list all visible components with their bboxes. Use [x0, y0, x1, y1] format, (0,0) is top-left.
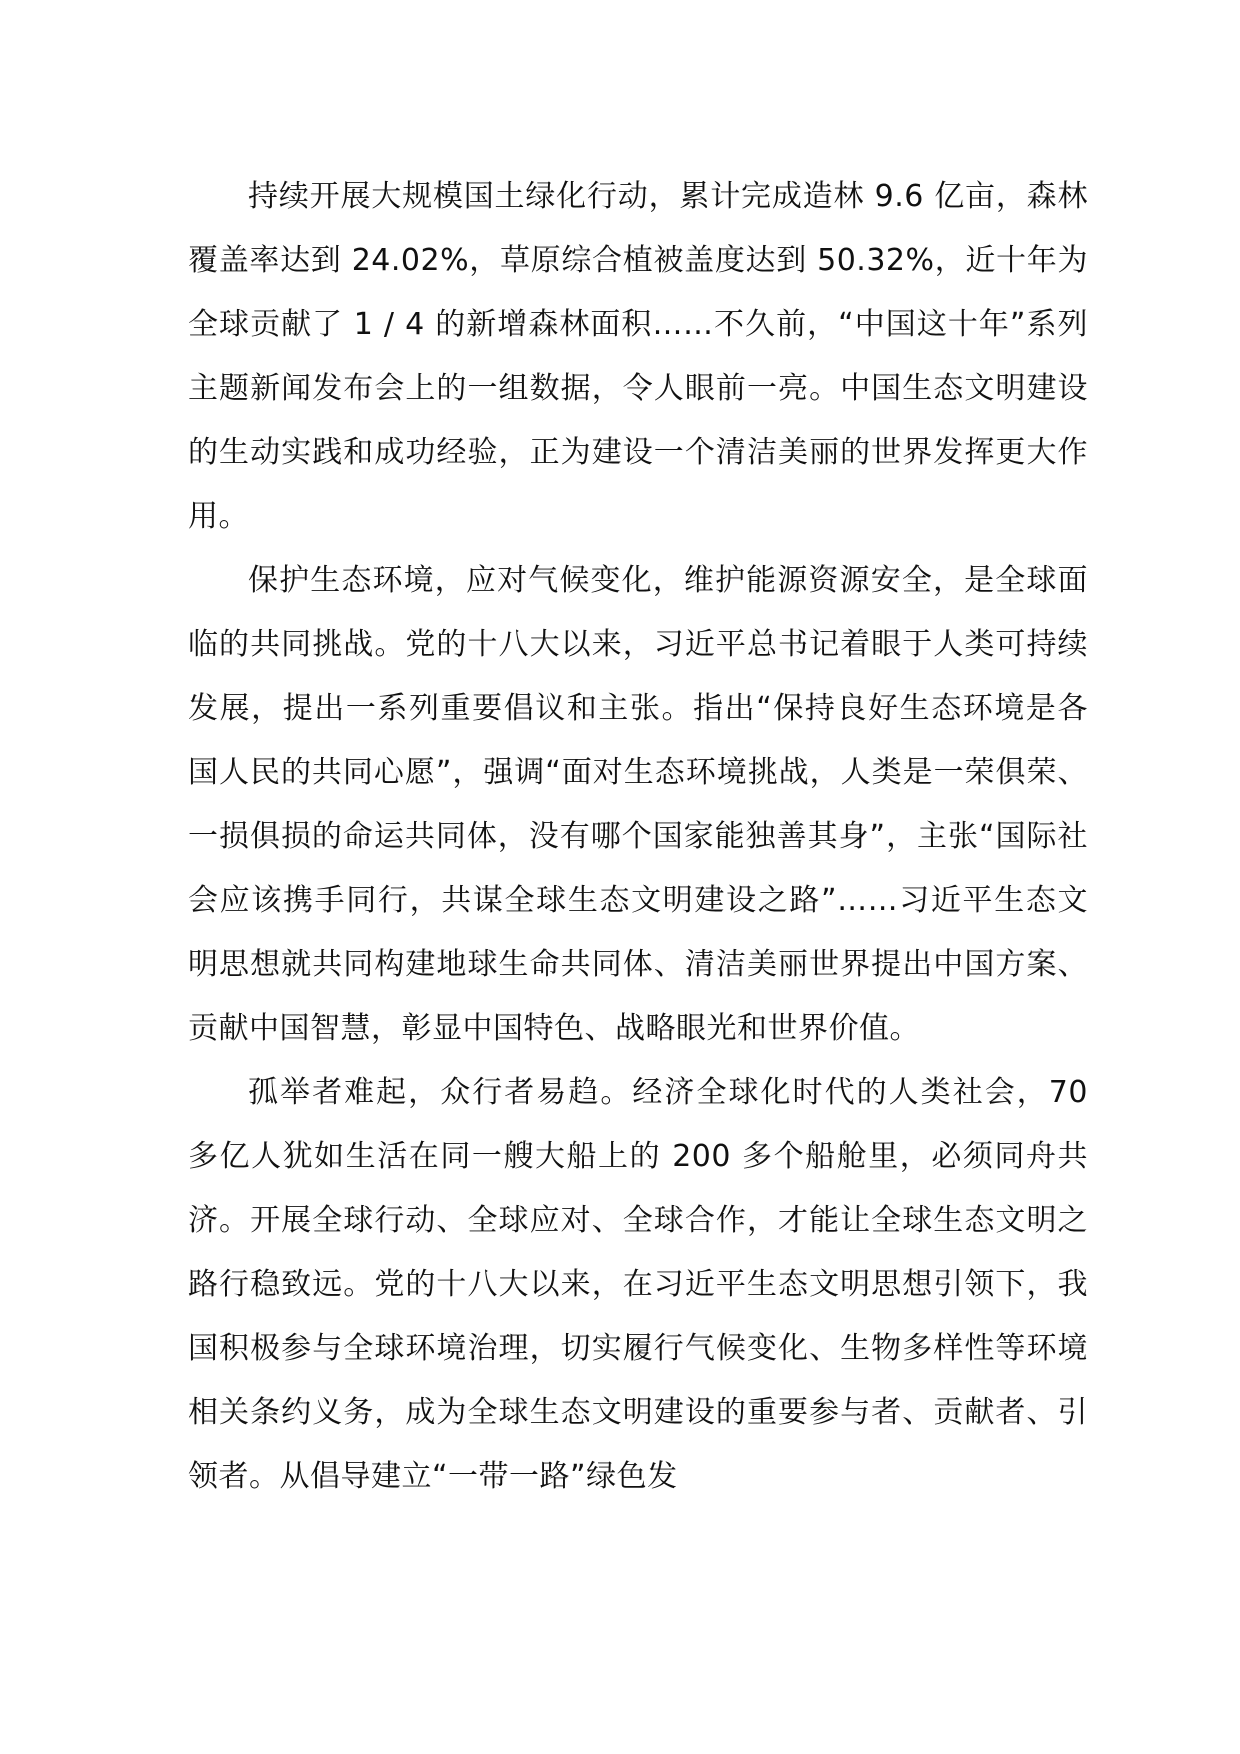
- paragraph-2: 保护生态环境，应对气候变化，维护能源资源安全，是全球面临的共同挑战。党的十八大以来，习近平总书记着眼于人类可持续发展，提出一系列重要倡议和主张。指出“保持良好生态环境是各国人民的共同心愿”，强调“面对生态环境挑战，人类是一荣俱荣、一损俱损的命运共同体，没有哪个国家能独善其身”，主张“国际社会应该携手同行，共谋全球生态文明建设之路”……习近平生态文明思想就共同构建地球生命共同体、清洁美丽世界提出中国方案、贡献中国智慧，彰显中国特色、战略眼光和世界价值。: [188, 563, 1088, 1046]
- paragraph-1: 持续开展大规模国土绿化行动，累计完成造林 9.6 亿亩，森林覆盖率达到 24.02%，草原综合植被盖度达到 50.32%，近十年为全球贡献了 1 / 4 的新增森林面积……不久前，“中国这十年”系列主题新闻发布会上的一组数据，令人眼前一亮。中国生态文明建设的生动实践和成功经验，正为建设一个清洁美丽的世界发挥更大作用。: [188, 179, 1088, 534]
- document-body: [188, 165, 1088, 1509]
- paragraph-3: 孤举者难起，众行者易趋。经济全球化时代的人类社会，70 多亿人犹如生活在同一艘大船上的 200 多个船舱里，必须同舟共济。开展全球行动、全球应对、全球合作，才能让全球生态文明之路行稳致远。党的十八大以来，在习近平生态文明思想引领下，我国积极参与全球环境治理，切实履行气候变化、生物多样性等环境相关条约义务，成为全球生态文明建设的重要参与者、贡献者、引领者。从倡导建立“一带一路”绿色发: [188, 1075, 1088, 1494]
